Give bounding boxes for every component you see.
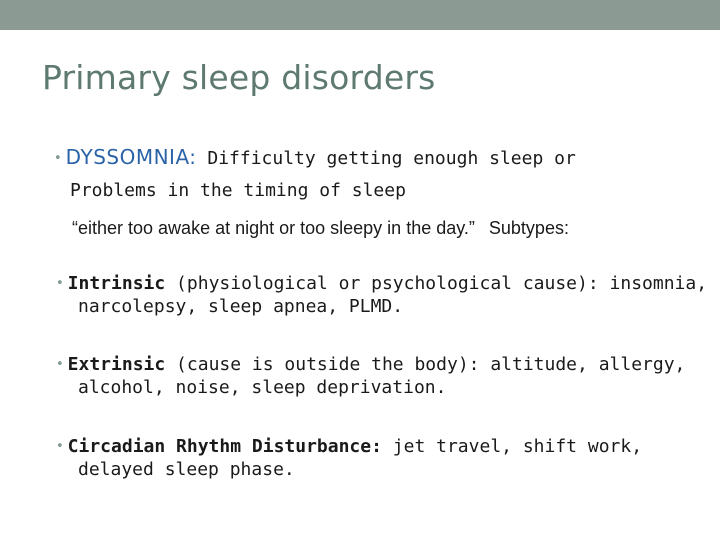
circadian-line [56, 436, 642, 460]
extrinsic-desc-line2: alcohol, noise, sleep deprivation. [78, 377, 447, 398]
intrinsic-desc: (physiological or psychological cause): insomnia, [165, 273, 708, 294]
bullet-icon: • [56, 357, 64, 372]
slide-title: Primary sleep disorders [42, 58, 436, 97]
subtypes-label: Subtypes: [488, 218, 569, 238]
dyssomnia-line [54, 146, 576, 172]
top-decorative-bar [0, 0, 720, 30]
dyssomnia-quote: “either too awake at night or too sleepy in the day.” [72, 218, 475, 238]
bullet-icon: • [56, 439, 64, 454]
dyssomnia-quote-line [72, 217, 569, 240]
bullet-icon: • [56, 276, 64, 291]
extrinsic-term: Extrinsic [67, 354, 166, 375]
intrinsic-term: Intrinsic [67, 273, 166, 294]
circadian-desc-line2: delayed sleep phase. [78, 459, 295, 480]
dyssomnia-term: DYSSOMNIA: [65, 145, 197, 169]
intrinsic-desc-line2: narcolepsy, sleep apnea, PLMD. [78, 296, 404, 317]
intrinsic-line [56, 273, 707, 297]
dyssomnia-desc-line2: Problems in the timing of sleep [70, 180, 406, 201]
circadian-desc: jet travel, shift work, [381, 436, 643, 457]
bullet-icon: • [54, 151, 62, 166]
dyssomnia-desc: Difficulty getting enough sleep or [196, 148, 576, 169]
circadian-term: Circadian Rhythm Disturbance: [67, 436, 382, 457]
extrinsic-line [56, 354, 685, 378]
extrinsic-desc: (cause is outside the body): altitude, allergy, [165, 354, 686, 375]
